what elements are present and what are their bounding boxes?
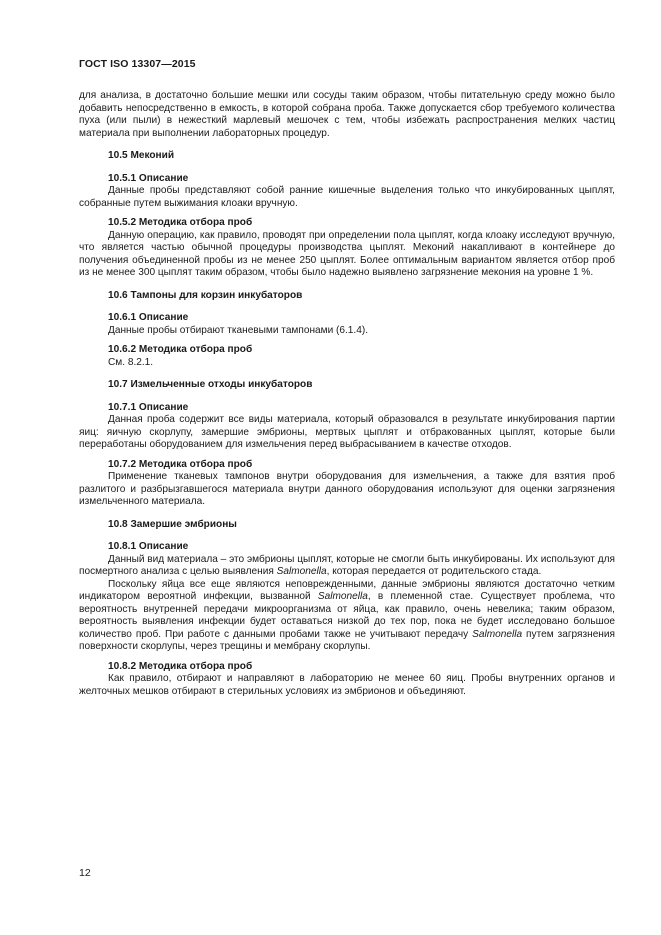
- section-10-7-2-heading: 10.7.2 Методика отбора проб: [108, 458, 253, 470]
- section-10-8-1-text: Данный вид материала – это эмбрионы цыплят, которые не смогли быть инкубированы. Их используют для посмертного анализа с целью выявления Salmonella, которая передается от родительского стада.: [79, 553, 615, 577]
- section-10-6-1-text: Данные пробы отбирают тканевыми тампонами (6.1.4).: [108, 324, 368, 336]
- page-body: [79, 90, 615, 698]
- section-10-5-2-text: Данную операцию, как правило, проводят при определении пола цыплят, когда клоаку исследуют вручную, что является частью обычной процедуры производства цыплят. Меконий накапливают в контейнере до получения объединенной пробы из не менее 250 цыплят. Более оптимальным вариантом является отбор проб из не менее 300 цыплят таким образом, чтобы было надежно выявлено загрязнение мекония на уровне 1 %.: [79, 229, 615, 278]
- salmonella-term: Salmonella: [276, 566, 327, 577]
- running-header: ГОСТ ISO 13307—2015: [79, 58, 196, 70]
- section-10-6-2-heading: 10.6.2 Методика отбора проб: [108, 344, 253, 355]
- section-10-8-2-heading: 10.8.2 Методика отбора проб: [108, 660, 253, 672]
- section-10-6-1-heading: 10.6.1 Описание: [108, 312, 189, 323]
- section-10-7-heading: 10.7 Измельченные отходы инкубаторов: [108, 379, 313, 390]
- section-10-7-1-text: Данная проба содержит все виды материала, который образовался в результате инкубирования партии яиц: яичную скорлупу, замершие эмбрионы, мертвых цыплят и отбракованных цыплят, которые были переработаны оборудованием для измельчения перед выбрасыванием в качестве отходов.: [79, 414, 615, 450]
- section-10-8-heading: 10.8 Замершие эмбрионы: [108, 518, 237, 530]
- section-10-6-heading: 10.6 Тампоны для корзин инкубаторов: [108, 289, 303, 301]
- section-10-8-2-text: Как правило, отбирают и направляют в лабораторию не менее 60 яиц. Пробы внутренних органов и желточных мешков отбирают в стерильных условиях из эмбрионов и объединяют.: [79, 673, 615, 697]
- salmonella-term: Salmonella: [472, 628, 523, 640]
- section-10-5-1-heading: 10.5.1 Описание: [108, 172, 189, 184]
- section-10-8-1-heading: 10.8.1 Описание: [108, 541, 189, 552]
- section-10-5-heading: 10.5 Меконий: [108, 150, 175, 161]
- section-10-5-2-heading: 10.5.2 Методика отбора проб: [108, 217, 253, 228]
- section-10-7-2-text: Применение тканевых тампонов внутри оборудования для измельчения, а также для взятия проб разлитого и разбрызгавшегося материала внутри данного оборудования используют для оценки загрязнения измельченного материала.: [79, 471, 615, 507]
- page-number: 12: [79, 867, 91, 879]
- section-10-5-1-text: Данные пробы представляют собой ранние кишечные выделения только что инкубированных цыплят, собранные путем выжимания клоаки вручную.: [79, 185, 615, 209]
- intro-paragraph: для анализа, в достаточно большие мешки или сосуды таким образом, чтобы питательную среду можно было добавить непосредственно в емкость, в которой собрана проба. Также допускается сбор требуемого количества пуха (или пыли) в нежесткий марлевый мешочек с тем, чтобы избежать распространения мелких частиц материала при выполнении лабораторных процедур.: [79, 90, 615, 139]
- section-10-6-2-text: См. 8.2.1.: [108, 356, 154, 368]
- salmonella-term: Salmonella: [317, 591, 368, 602]
- section-10-8-1-text-2: Поскольку яйца все еще являются неповрежденными, данные эмбрионы являются достаточно четким индикатором вероятной инфекции, вызванной Salmonella, в племенной стае. Существует проблема, что вероятность внутренней передачи микроорганизма от яйца, как правило, очень невелика; таким образом, вероятность выявления инфекции будет оставаться низкой до тех пор, пока не будет исследовано большое количество проб. При работе с данными пробами также не учитывают передачу Salmonella путем загрязнения поверхности скорлупы, через трещины и мембрану скорлупы.: [79, 578, 615, 652]
- section-10-7-1-heading: 10.7.1 Описание: [108, 401, 189, 413]
